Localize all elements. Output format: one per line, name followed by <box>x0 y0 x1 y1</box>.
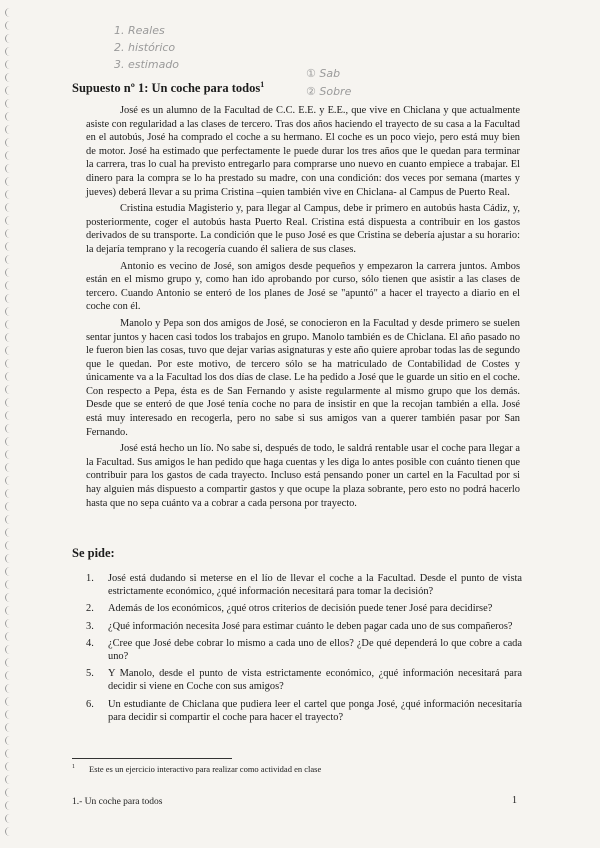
question-text: ¿Cree que José debe cobrar lo mismo a cada uno de ellos? ¿De qué dependerá lo que cobre a cada uno? <box>108 637 522 663</box>
section-heading: Se pide: <box>72 546 115 560</box>
binder-ring <box>5 567 13 576</box>
binder-ring <box>5 736 13 745</box>
binder-ring <box>5 346 13 355</box>
question-number: 4. <box>86 637 94 649</box>
binder-ring <box>5 73 13 82</box>
binder-ring <box>5 190 13 199</box>
binder-ring <box>5 606 13 615</box>
binder-ring <box>5 541 13 550</box>
binder-ring <box>5 385 13 394</box>
question-number: 2. <box>86 603 94 615</box>
binder-ring <box>5 203 13 212</box>
binder-ring <box>5 593 13 602</box>
question-text: José está dudando si meterse en el lío de llevar el coche a la Facultad. Desde el punto de vista estrictamente económico, ¿qué información necesitará para tomar la decisión? <box>108 573 522 598</box>
binder-ring <box>5 307 13 316</box>
binder-ring <box>5 645 13 654</box>
page-footer-title: 1.- Un coche para todos <box>72 797 163 807</box>
binder-ring <box>5 151 13 160</box>
question-item <box>86 698 522 724</box>
binder-ring <box>5 255 13 264</box>
question-text: Además de los económicos, ¿qué otros criterios de decisión puede tener José para decidirse? <box>108 603 493 615</box>
question-number: 5. <box>86 668 94 680</box>
case-body <box>86 104 520 513</box>
binder-ring <box>5 60 13 69</box>
binder-ring <box>5 34 13 43</box>
binder-ring <box>5 47 13 56</box>
binder-ring <box>5 320 13 329</box>
binder-ring <box>5 8 13 17</box>
binder-ring <box>5 463 13 472</box>
handwritten-note: 1. Reales <box>114 24 165 37</box>
question-item <box>86 572 522 598</box>
binder-ring <box>5 138 13 147</box>
binder-ring <box>5 99 13 108</box>
title-footnote-ref: 1 <box>260 80 265 89</box>
question-item <box>86 620 522 633</box>
handwritten-note: 3. estimado <box>114 58 180 71</box>
binder-ring <box>5 112 13 121</box>
binder-ring <box>5 398 13 407</box>
handwritten-note: 2. histórico <box>114 41 176 54</box>
question-item <box>86 637 522 663</box>
binder-ring <box>5 489 13 498</box>
binder-ring <box>5 632 13 641</box>
binder-ring <box>5 177 13 186</box>
paragraph: José está hecho un lío. No sabe si, después de todo, le saldrá rentable usar el coche para llegar a la Facultad. Sus amigos le han pedido que haga cuentas y les diga lo antes posible con cuánto tienen que contribuir para los gastos de cada trayecto. Incluso está pensando poner un cartel en la Facultad por si hay alguien más dispuesto a compartir gastos y que ocupe la plaza sobrante, pero esto no podrá hacerlo hasta que no sepa cuánto va a cobrar a cada persona por trayecto. <box>86 443 520 509</box>
binder-ring <box>5 515 13 524</box>
footnote-number: 1 <box>72 764 75 770</box>
footnote <box>72 762 512 775</box>
binder-ring <box>5 411 13 420</box>
question-number: 3. <box>86 620 94 632</box>
binder-ring <box>5 788 13 797</box>
binder-ring <box>5 164 13 173</box>
page-number: 1 <box>512 795 517 806</box>
binder-ring <box>5 424 13 433</box>
binder-ring <box>5 450 13 459</box>
footnote-text: Este es un ejercicio interactivo para realizar como actividad en clase <box>89 763 322 774</box>
binder-ring <box>5 658 13 667</box>
binder-ring <box>5 671 13 680</box>
handwritten-note: ② Sobre <box>306 85 352 98</box>
binder-ring <box>5 21 13 30</box>
binder-ring <box>5 359 13 368</box>
question-item <box>86 602 522 615</box>
question-text: Un estudiante de Chiclana que pudiera leer el cartel que ponga José, ¿qué información necesitaría para decidir si compartir el coche para hacer el trayecto? <box>108 698 522 723</box>
handwritten-note-list <box>114 22 179 73</box>
binder-ring <box>5 684 13 693</box>
paragraph: Manolo y Pepa son dos amigos de José, se conocieron en la Facultad y desde primero se suelen sentar juntos y hacen casi todos los trabajos en grupo. Manolo también es de Chiclana. El año pasado no le fueron bien las cosas, tuvo que dejar varias asignaturas y este año quiere aprobar todas las de segundo que le quedan. Por este motivo, de tercero sólo se ha matriculado de Contabilidad de Costes y únicamente va a la Facultad los dos días de clase. Le ha pedido a José que le guarde un sitio en el coche. Con respecto a Pepa, ésta es de San Fernando y asiste regularmente al mismo grupo que los demás. Desde que se enteró de que José tenía coche no para de insistir en que la recojan también a ella. José está muy interesado en recogerla, pero no sabe si sus amigos van a querer también pasar por San Fernando. <box>86 317 520 438</box>
footnote-divider <box>72 758 232 759</box>
binder-ring <box>5 294 13 303</box>
binder-ring <box>5 333 13 342</box>
question-list <box>86 572 522 728</box>
binder-ring <box>5 827 13 836</box>
question-number: 6. <box>86 698 94 710</box>
paragraph: Antonio es vecino de José, son amigos desde pequeños y empezaron la carrera juntos. Ambos están en el mismo grupo y, como han ido aprobando por curso, sólo tienen que asistir a las clases de tercero. Cuando Antonio se enteró de los planes de José se "apuntó" a hacer el trayecto a diario en el coche con él. <box>86 260 520 313</box>
document-title <box>72 80 264 96</box>
binder-ring <box>5 801 13 810</box>
binder-ring <box>5 216 13 225</box>
binder-ring <box>5 619 13 628</box>
binder-ring <box>5 762 13 771</box>
binder-ring <box>5 242 13 251</box>
binder-ring <box>5 229 13 238</box>
binder-ring <box>5 580 13 589</box>
binder-ring <box>5 775 13 784</box>
binder-ring <box>5 268 13 277</box>
question-item <box>86 667 522 693</box>
question-text: Y Manolo, desde el punto de vista estrictamente económico, ¿qué información necesitará para decidir si viene en Coche con sus amigos? <box>108 668 522 693</box>
binder-ring <box>5 749 13 758</box>
binder-ring <box>5 372 13 381</box>
paragraph: Cristina estudia Magisterio y, para llegar al Campus, debe ir primero en autobús hasta Cádiz, y, posteriormente, coger el autobús hasta Puerto Real. Cristina está dispuesta a contribuir en los gastos derivados de su transporte. La condición que le puso José es que Cristina se debería ajustar a su horario: la dejaría temprano y la recogería cuando él saliera de sus clases. <box>86 203 520 255</box>
handwritten-note-side <box>306 65 351 101</box>
binder-holes <box>2 8 16 844</box>
binder-ring <box>5 697 13 706</box>
binder-ring <box>5 476 13 485</box>
binder-ring <box>5 125 13 134</box>
binder-ring <box>5 437 13 446</box>
binder-ring <box>5 86 13 95</box>
question-number: 1. <box>86 573 94 584</box>
binder-ring <box>5 554 13 563</box>
binder-ring <box>5 723 13 732</box>
binder-ring <box>5 528 13 537</box>
question-text: ¿Qué información necesita José para estimar cuánto le deben pagar cada uno de sus compañeros? <box>108 620 513 632</box>
binder-ring <box>5 502 13 511</box>
binder-ring <box>5 710 13 719</box>
title-text: Supuesto nº 1: Un coche para todos <box>72 81 261 96</box>
binder-ring <box>5 814 13 823</box>
binder-ring <box>5 281 13 290</box>
paragraph: José es un alumno de la Facultad de C.C. E.E. y E.E., que vive en Chiclana y que actualmente asiste con regularidad a las clases de tercero. Tras dos años haciendo el trayecto de su casa a la Facultad en el autobús, José ha comprado el coche a su hermano. El coche es un poco viejo, pero está muy bien de motor. José ha estimado que perfectamente le puede durar los tres años que le quedan para terminar la carrera, tras lo cual ha previsto entregarlo para comprarse uno nuevo en cuanto empiece a trabajar. El dinero para la compra se lo ha prestado su madre, con una condición: dos veces por semana (martes y jueves) deberá llevar a su prima Cristina –quien también vive en Chiclana- al Campus de Puerto Real. <box>86 105 520 198</box>
handwritten-note: ① Sab <box>306 67 341 80</box>
